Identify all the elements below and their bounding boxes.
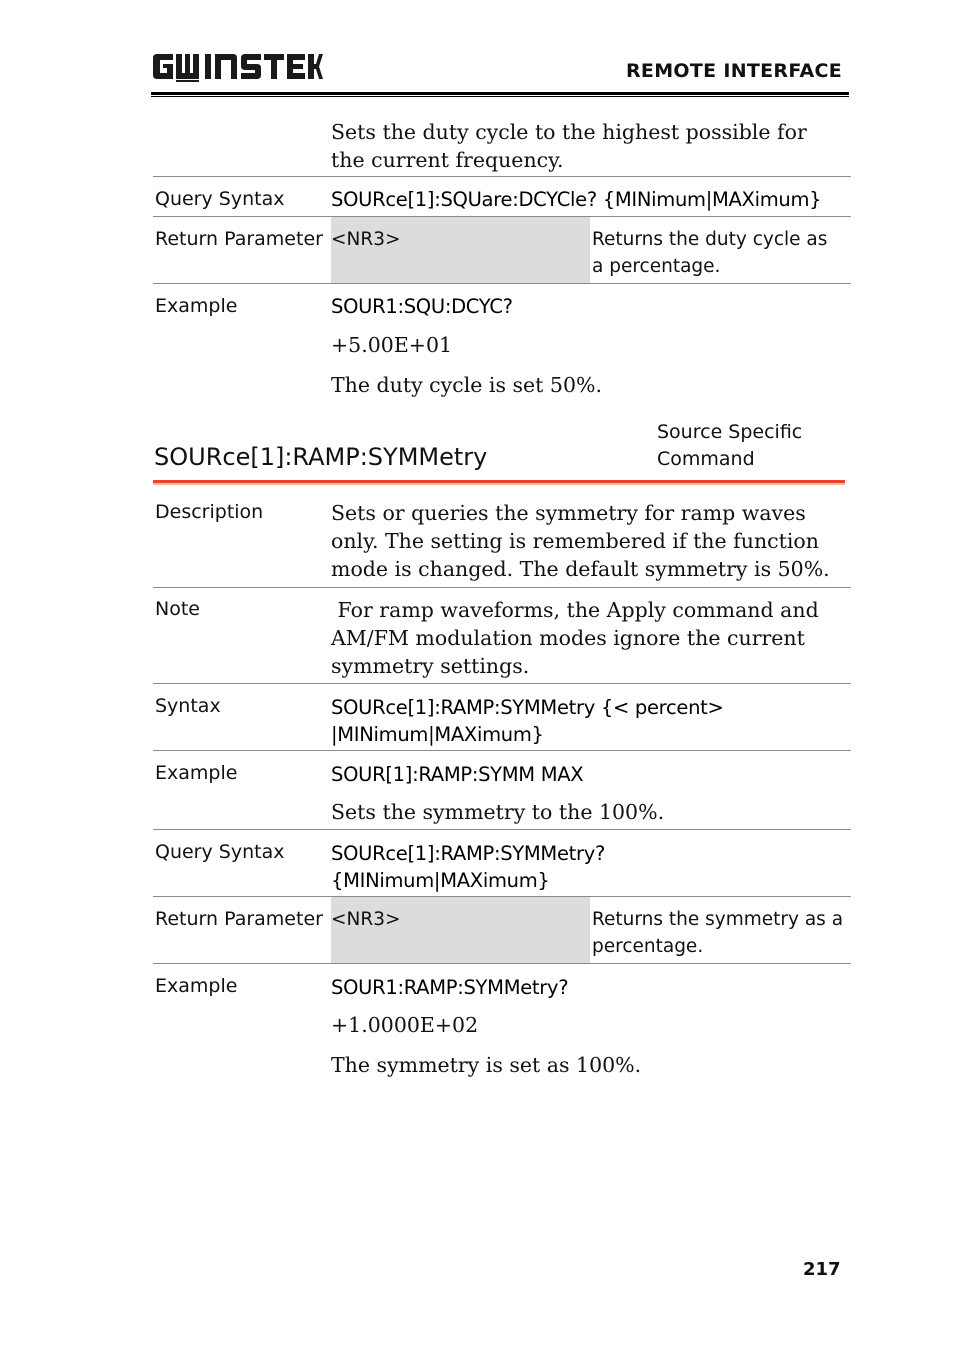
return-param: <NR3> bbox=[331, 909, 401, 930]
divider bbox=[153, 176, 851, 177]
divider bbox=[153, 283, 851, 284]
divider bbox=[153, 829, 851, 830]
example-cmd: SOUR[1]:RAMP:SYMM MAX bbox=[331, 763, 584, 786]
query-syntax-label: Query Syntax bbox=[155, 841, 285, 863]
syntax-line-2: |MINimum|MAXimum} bbox=[331, 723, 544, 746]
prev-return-desc: Returns the duty cycle as a percentage. bbox=[592, 229, 828, 277]
prev-return-param-label: Return Parameter bbox=[155, 228, 323, 250]
prev-query-syntax: SOURce[1]:SQUare:DCYCle? {MINimum|MAXimum} bbox=[331, 188, 822, 211]
prev-example-result: +5.00E+01 bbox=[331, 333, 453, 357]
note-label: Note bbox=[155, 598, 200, 620]
prev-example-note: The duty cycle is set 50%. bbox=[331, 373, 603, 397]
divider bbox=[153, 750, 851, 751]
description-label: Description bbox=[155, 501, 264, 523]
divider bbox=[153, 683, 851, 684]
example2-result: +1.0000E+02 bbox=[331, 1013, 479, 1037]
example2-label: Example bbox=[155, 975, 238, 997]
query-syntax-line-1: SOURce[1]:RAMP:SYMMetry? bbox=[331, 842, 605, 865]
page-number: 217 bbox=[803, 1259, 841, 1280]
command-title: SOURce[1]:RAMP:SYMMetry bbox=[154, 443, 488, 471]
syntax-line-1: SOURce[1]:RAMP:SYMMetry {< percent> bbox=[331, 696, 724, 719]
example-note: Sets the symmetry to the 100%. bbox=[331, 800, 665, 824]
example2-note: The symmetry is set as 100%. bbox=[331, 1053, 642, 1077]
prev-return-param: <NR3> bbox=[331, 229, 401, 250]
prev-example-label: Example bbox=[155, 295, 238, 317]
example-label: Example bbox=[155, 762, 238, 784]
title-rule-shadow bbox=[153, 483, 845, 485]
return-desc: Returns the symmetry as a percentage. bbox=[592, 909, 844, 957]
example2-cmd: SOUR1:RAMP:SYMMetry? bbox=[331, 976, 569, 999]
header-rule bbox=[151, 92, 849, 95]
query-syntax-line-2: {MINimum|MAXimum} bbox=[331, 869, 550, 892]
divider bbox=[153, 587, 851, 588]
syntax-label: Syntax bbox=[155, 695, 221, 717]
header-rule-thin bbox=[151, 96, 849, 97]
divider bbox=[153, 963, 851, 964]
command-category: Source Specific Command bbox=[657, 421, 803, 470]
description-text: Sets or queries the symmetry for ramp waves only. The setting is remembered if the function mode is changed. The default symmetry is 50%. bbox=[331, 501, 830, 581]
gw-instek-logo bbox=[153, 54, 323, 82]
prev-query-syntax-label: Query Syntax bbox=[155, 188, 285, 210]
note-text: For ramp waveforms, the Apply command and AM/FM modulation modes ignore the current symmetry settings. bbox=[331, 598, 826, 678]
prev-example-cmd: SOUR1:SQU:DCYC? bbox=[331, 295, 513, 318]
prev-tail-text: Sets the duty cycle to the highest possible for the current frequency. bbox=[331, 120, 807, 172]
return-param-label: Return Parameter bbox=[155, 908, 323, 930]
section-header: REMOTE INTERFACE bbox=[626, 60, 842, 82]
